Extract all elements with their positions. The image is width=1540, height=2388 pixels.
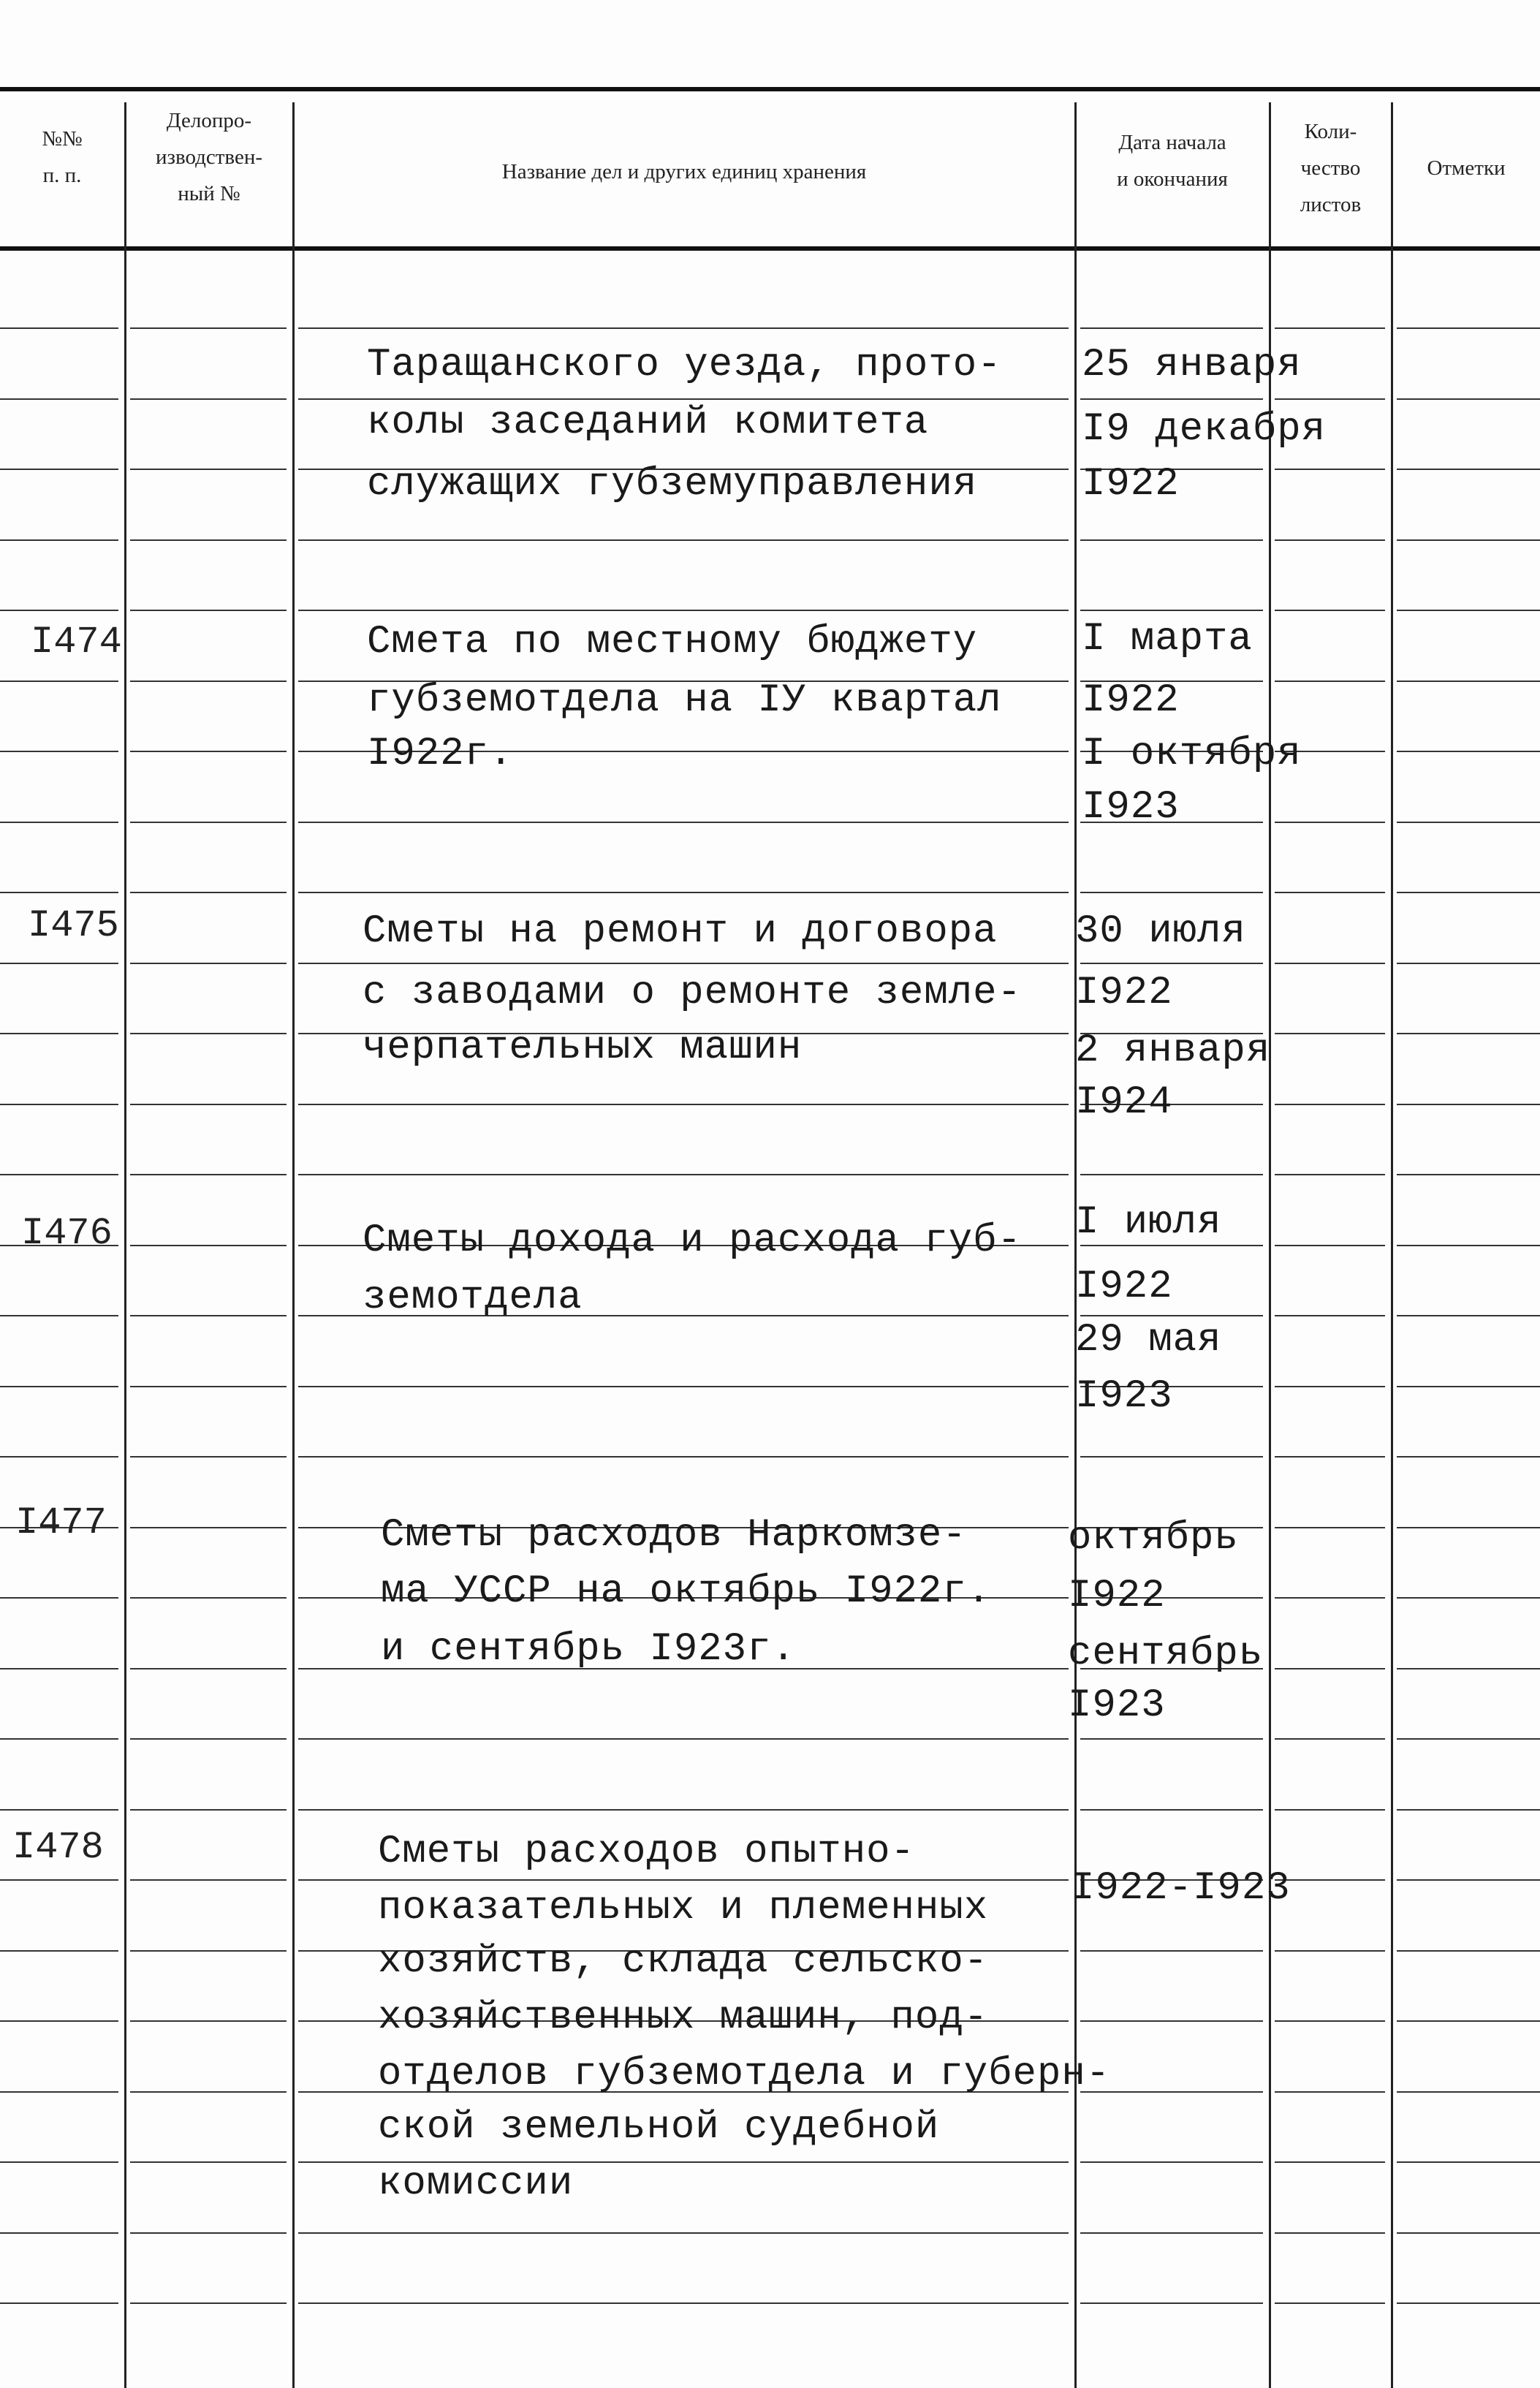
- ruled-line: [298, 822, 1069, 823]
- entry-title-line: Сметы на ремонт и договора: [363, 909, 998, 954]
- ruled-line: [1397, 822, 1540, 823]
- ruled-line: [130, 1879, 287, 1881]
- ruled-line: [1397, 2302, 1540, 2304]
- ruled-line: [130, 539, 287, 541]
- ruled-line: [130, 822, 287, 823]
- ruled-line: [0, 539, 118, 541]
- ruled-line: [1397, 1597, 1540, 1599]
- ruled-line: [0, 1597, 118, 1599]
- ruled-line: [130, 1245, 287, 1246]
- entry-date-line: I922: [1082, 678, 1180, 723]
- ruled-line: [1275, 963, 1385, 964]
- ruled-line: [1397, 1174, 1540, 1175]
- ruled-line: [0, 2161, 118, 2163]
- ruled-line: [130, 469, 287, 470]
- ruled-line: [1275, 2232, 1385, 2234]
- entry-title-line: ма УССР на октябрь I922г.: [381, 1569, 992, 1614]
- column-divider: [292, 102, 295, 2388]
- ruled-line: [1275, 1809, 1385, 1811]
- header-office-line: изводствен-: [155, 145, 262, 169]
- ruled-line: [298, 610, 1069, 611]
- entry-date-line: I922: [1075, 971, 1173, 1015]
- ruled-line: [0, 2091, 118, 2093]
- ruled-line: [0, 2302, 118, 2304]
- ruled-line: [130, 2091, 287, 2093]
- entry-number: I478: [12, 1826, 104, 1869]
- ruled-line: [130, 1527, 287, 1528]
- entry-number: I474: [31, 621, 122, 664]
- entry-title-line: Смета по местному бюджету: [367, 620, 978, 664]
- ruled-line: [0, 1456, 118, 1458]
- ruled-line: [1397, 539, 1540, 541]
- ruled-line: [1080, 963, 1263, 964]
- entry-title-line: отделов губземотдела и губерн-: [378, 2052, 1111, 2096]
- header-notes: Отметки: [1427, 156, 1506, 180]
- ruled-line: [1080, 1809, 1263, 1811]
- ruled-line: [1397, 2020, 1540, 2022]
- header-number-line: п. п.: [42, 164, 82, 187]
- ruled-line: [0, 1809, 118, 1811]
- entry-date-line: I марта: [1082, 617, 1253, 662]
- entry-date-line: октябрь: [1068, 1516, 1239, 1561]
- entry-number: I476: [21, 1212, 113, 1255]
- ruled-line: [0, 681, 118, 682]
- header-sheets: [1270, 113, 1391, 223]
- ruled-line: [298, 1738, 1069, 1740]
- ruled-line: [1397, 1527, 1540, 1528]
- ruled-line: [130, 2232, 287, 2234]
- ruled-line: [0, 327, 118, 329]
- ruled-line: [0, 822, 118, 823]
- ruled-line: [298, 1879, 1069, 1881]
- ruled-line: [1275, 469, 1385, 470]
- entry-date-line: I923: [1068, 1683, 1166, 1728]
- entry-title-line: Сметы расходов опытно-: [378, 1830, 915, 1874]
- entry-date-line: I9 декабря: [1082, 407, 1327, 452]
- ruled-line: [1275, 1456, 1385, 1458]
- entry-date-line: I октября: [1082, 732, 1302, 776]
- ruled-line: [1275, 1245, 1385, 1246]
- ruled-line: [1080, 892, 1263, 893]
- column-divider: [1391, 102, 1393, 2388]
- ruled-line: [1080, 1738, 1263, 1740]
- ruled-line: [130, 1315, 287, 1316]
- ruled-line: [1275, 539, 1385, 541]
- ruled-line: [1275, 1033, 1385, 1034]
- ruled-line: [1397, 1245, 1540, 1246]
- entry-date-line: I922-I923: [1071, 1866, 1291, 1911]
- ruled-line: [1275, 822, 1385, 823]
- ruled-line: [130, 1668, 287, 1669]
- entry-date-line: I924: [1075, 1080, 1173, 1125]
- ruled-line: [1275, 681, 1385, 682]
- entry-date-line: I923: [1082, 785, 1180, 830]
- entry-title-line: колы заседаний комитета: [367, 401, 929, 445]
- entry-title-line: земотдела: [363, 1276, 583, 1320]
- entry-title-line: Сметы расходов Наркомзе-: [381, 1513, 967, 1558]
- ruled-line: [1397, 1456, 1540, 1458]
- header-sheets-line: чество: [1300, 156, 1361, 180]
- ruled-line: [1397, 469, 1540, 470]
- ruled-line: [130, 751, 287, 752]
- ruled-line: [0, 469, 118, 470]
- entry-date-line: I923: [1075, 1374, 1173, 1419]
- entry-number: I477: [15, 1501, 107, 1544]
- ruled-line: [130, 610, 287, 611]
- ruled-line: [1397, 2232, 1540, 2234]
- ruled-line: [1080, 610, 1263, 611]
- ruled-line: [130, 892, 287, 893]
- ruled-line: [1080, 1456, 1263, 1458]
- ruled-line: [0, 2232, 118, 2234]
- ruled-line: [298, 892, 1069, 893]
- header-title: Название дел и других единиц хранения: [501, 160, 867, 183]
- entry-title-line: с заводами о ремонте земле-: [363, 971, 1022, 1015]
- ruled-line: [130, 1738, 287, 1740]
- ruled-line: [1397, 1315, 1540, 1316]
- ruled-line: [1275, 1597, 1385, 1599]
- ruled-line: [130, 2302, 287, 2304]
- ruled-line: [130, 1950, 287, 1952]
- ruled-line: [0, 1879, 118, 1881]
- ruled-line: [0, 1950, 118, 1952]
- header-office-line: ный №: [178, 182, 240, 205]
- ruled-line: [1397, 1738, 1540, 1740]
- entry-date-line: 29 мая: [1075, 1318, 1222, 1362]
- ruled-line: [1275, 1527, 1385, 1528]
- header-dates-line: и окончания: [1117, 167, 1228, 191]
- ruled-line: [1275, 1386, 1385, 1387]
- entry-title-line: комиссии: [378, 2161, 574, 2206]
- ruled-line: [0, 610, 118, 611]
- ruled-line: [0, 2020, 118, 2022]
- header-top-rule: [0, 87, 1540, 91]
- entry-title-line: показательных и племенных: [378, 1886, 989, 1930]
- ruled-line: [1397, 2161, 1540, 2163]
- header-sheets-line: листов: [1300, 193, 1362, 216]
- ruled-line: [298, 2232, 1069, 2234]
- ruled-line: [1080, 539, 1263, 541]
- ruled-line: [0, 892, 118, 893]
- ruled-line: [1397, 1950, 1540, 1952]
- header-office-number: [126, 102, 292, 212]
- ruled-line: [1275, 1879, 1385, 1881]
- ruled-line: [1275, 1950, 1385, 1952]
- entry-date-line: I922: [1068, 1574, 1166, 1618]
- ruled-line: [0, 398, 118, 400]
- entry-date-line: I922: [1082, 462, 1180, 507]
- ruled-line: [130, 681, 287, 682]
- ruled-line: [1397, 681, 1540, 682]
- ruled-line: [1397, 1879, 1540, 1881]
- ruled-line: [1080, 1174, 1263, 1175]
- ruled-line: [1275, 1738, 1385, 1740]
- header-dates: [1076, 124, 1269, 197]
- header-bottom-rule: [0, 246, 1540, 251]
- ruled-line: [1397, 1033, 1540, 1034]
- ruled-line: [1275, 610, 1385, 611]
- ruled-line: [0, 1174, 118, 1175]
- ruled-line: [1275, 1668, 1385, 1669]
- ruled-line: [130, 1597, 287, 1599]
- ruled-line: [1397, 327, 1540, 329]
- ruled-line: [298, 539, 1069, 541]
- ruled-line: [1397, 1668, 1540, 1669]
- entry-title-line: Сметы дохода и расхода губ-: [363, 1218, 1022, 1263]
- entry-date-line: 30 июля: [1075, 909, 1246, 954]
- entry-date-line: сентябрь: [1068, 1631, 1264, 1676]
- ruled-line: [0, 751, 118, 752]
- ruled-line: [1080, 327, 1263, 329]
- ruled-line: [1080, 2020, 1263, 2022]
- entry-title-line: и сентябрь I923г.: [381, 1627, 796, 1672]
- ruled-line: [1275, 1104, 1385, 1105]
- ruled-line: [0, 963, 118, 964]
- entry-number: I475: [28, 904, 119, 947]
- ruled-line: [130, 327, 287, 329]
- entry-date-line: I922: [1075, 1265, 1173, 1309]
- ruled-line: [1397, 2091, 1540, 2093]
- ruled-line: [0, 1738, 118, 1740]
- ruled-line: [1080, 2232, 1263, 2234]
- ruled-line: [1275, 398, 1385, 400]
- ruled-line: [0, 1668, 118, 1669]
- ruled-line: [298, 1174, 1069, 1175]
- ruled-line: [1080, 2302, 1263, 2304]
- ruled-line: [130, 1104, 287, 1105]
- entry-title-line: хозяйств, склада сельско-: [378, 1939, 989, 1984]
- entry-date-line: 25 января: [1082, 343, 1302, 387]
- ruled-line: [1275, 2020, 1385, 2022]
- ruled-line: [1275, 2302, 1385, 2304]
- ruled-line: [0, 1033, 118, 1034]
- header-number: [0, 121, 124, 194]
- ruled-line: [1275, 1315, 1385, 1316]
- ruled-line: [1397, 1809, 1540, 1811]
- ruled-line: [130, 398, 287, 400]
- ruled-line: [130, 1174, 287, 1175]
- entry-title-line: служащих губземуправления: [367, 462, 978, 507]
- ruled-line: [1080, 1315, 1263, 1316]
- ruled-line: [1397, 963, 1540, 964]
- column-divider: [124, 102, 126, 2388]
- ruled-line: [1080, 2161, 1263, 2163]
- entry-date-line: 2 января: [1075, 1028, 1271, 1073]
- ruled-line: [1080, 1950, 1263, 1952]
- ruled-line: [130, 963, 287, 964]
- ruled-line: [1397, 398, 1540, 400]
- entry-date-line: I июля: [1075, 1200, 1222, 1245]
- ruled-line: [1275, 2161, 1385, 2163]
- ruled-line: [1275, 892, 1385, 893]
- header-sheets-line: Коли-: [1304, 120, 1357, 143]
- ruled-line: [298, 1456, 1069, 1458]
- header-office-line: Делопро-: [166, 109, 252, 132]
- entry-title-line: I922г.: [367, 732, 514, 776]
- ruled-line: [1080, 398, 1263, 400]
- ruled-line: [1397, 1104, 1540, 1105]
- entry-title-line: губземотдела на IУ квартал: [367, 678, 1002, 723]
- entry-title-line: Таращанского уезда, прото-: [367, 343, 1002, 387]
- ruled-line: [298, 1104, 1069, 1105]
- ruled-line: [0, 1104, 118, 1105]
- ruled-line: [1275, 1174, 1385, 1175]
- ruled-line: [130, 1033, 287, 1034]
- entry-title-line: ской земельной судебной: [378, 2105, 940, 2150]
- ruled-line: [1397, 892, 1540, 893]
- ruled-line: [130, 2020, 287, 2022]
- ruled-line: [1397, 751, 1540, 752]
- ruled-line: [298, 2302, 1069, 2304]
- entry-title-line: черпательных машин: [363, 1026, 803, 1070]
- entry-title-line: хозяйственных машин, под-: [378, 1995, 989, 2040]
- ruled-line: [1275, 2091, 1385, 2093]
- ruled-line: [298, 327, 1069, 329]
- ruled-line: [130, 2161, 287, 2163]
- ruled-line: [0, 1386, 118, 1387]
- ruled-line: [298, 1386, 1069, 1387]
- ruled-line: [298, 963, 1069, 964]
- ruled-line: [0, 1315, 118, 1316]
- header-number-line: №№: [42, 127, 83, 151]
- header-dates-line: Дата начала: [1118, 131, 1226, 154]
- ruled-line: [130, 1809, 287, 1811]
- ruled-line: [130, 1456, 287, 1458]
- ruled-line: [1397, 610, 1540, 611]
- ruled-line: [130, 1386, 287, 1387]
- ruled-line: [298, 1809, 1069, 1811]
- ruled-line: [1397, 1386, 1540, 1387]
- ruled-line: [1275, 327, 1385, 329]
